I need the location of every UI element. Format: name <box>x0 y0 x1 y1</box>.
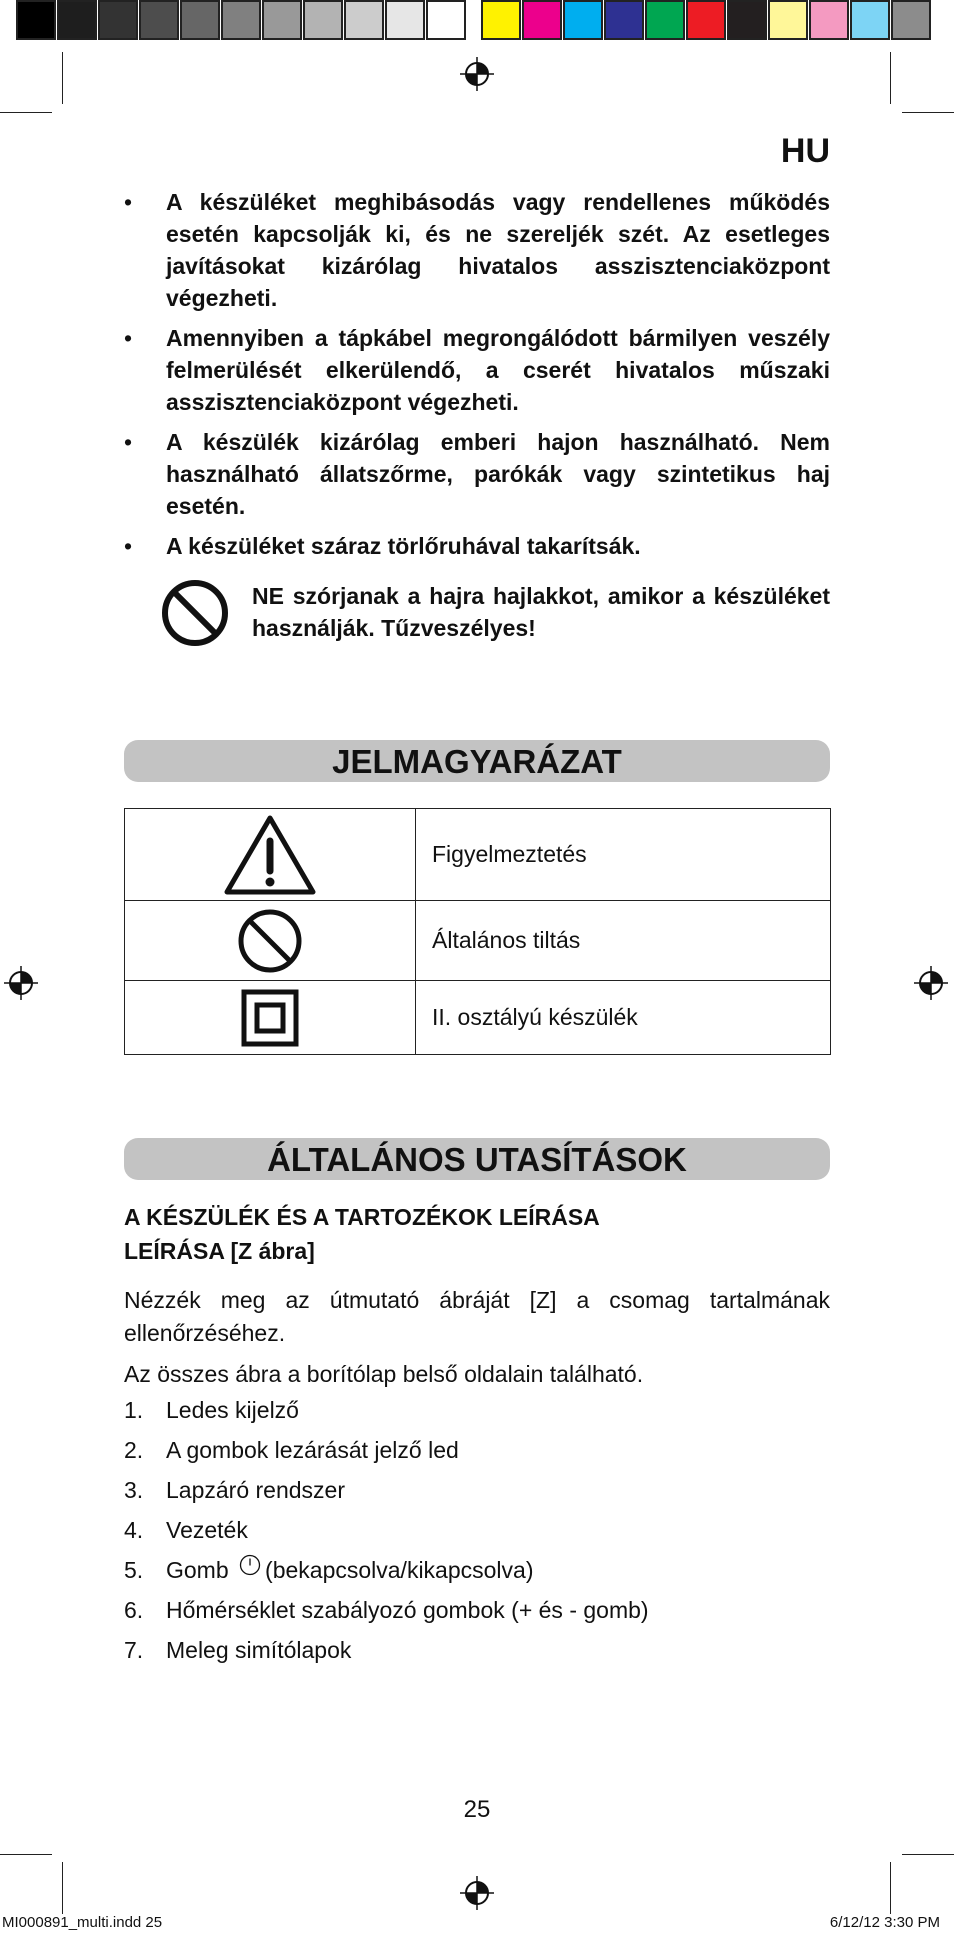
color-swatch <box>809 0 849 40</box>
list-item <box>124 530 830 562</box>
list-item <box>124 1514 830 1554</box>
color-swatch <box>481 0 521 40</box>
color-swatch <box>891 0 931 40</box>
registration-mark-icon <box>460 57 494 91</box>
subheading <box>124 1200 830 1268</box>
color-swatch <box>139 0 179 40</box>
table-row <box>125 809 831 901</box>
item-text: Ledes kijelző <box>166 1397 299 1423</box>
parts-list <box>124 1394 830 1674</box>
color-swatch <box>98 0 138 40</box>
footer-file-info: MI000891_multi.indd 25 <box>2 1914 163 1931</box>
crop-mark <box>890 52 891 104</box>
prohibition-icon <box>236 907 304 975</box>
bullet-marker: • <box>124 429 133 455</box>
section-title-general: ÁLTALÁNOS UTASÍTÁSOK <box>124 1138 830 1180</box>
color-swatch <box>180 0 220 40</box>
item-text: Vezeték <box>166 1517 248 1543</box>
warning-text: NE szórjanak a hajra hajlakkot, amikor a készüléket használják. Tűzveszélyes! <box>252 583 830 641</box>
color-swatch <box>426 0 466 40</box>
color-swatch <box>522 0 562 40</box>
item-text: A gombok lezárását jelző led <box>166 1437 459 1463</box>
bullet-text: A készülék kizárólag emberi hajon használható. Nem használható állatszőrme, parókák vagy szintetikus haj esetén. <box>166 429 830 519</box>
list-item <box>124 1594 830 1634</box>
crop-mark <box>0 1854 52 1855</box>
list-item <box>124 322 830 418</box>
list-item <box>124 1554 830 1594</box>
subheading-line: LEÍRÁSA [Z ábra] <box>124 1238 315 1264</box>
item-number: 2. <box>124 1437 144 1463</box>
registration-mark-icon <box>460 1876 494 1910</box>
color-swatch <box>262 0 302 40</box>
list-item <box>124 1634 830 1674</box>
color-swatch <box>563 0 603 40</box>
table-cell-icon <box>125 981 416 1055</box>
class-ii-double-square-icon <box>241 989 299 1047</box>
bullet-marker: • <box>124 189 133 215</box>
crop-mark <box>62 1862 63 1914</box>
subheading-line: A KÉSZÜLÉK ÉS A TARTOZÉKOK LEÍRÁSA <box>124 1204 600 1230</box>
prohibition-icon <box>160 578 230 648</box>
table-cell-icon <box>125 901 416 981</box>
item-text: Lapzáró rendszer <box>166 1477 345 1503</box>
color-calibration-bar <box>16 0 932 44</box>
paragraph: Az összes ábra a borítólap belső oldalain található. <box>124 1361 644 1387</box>
color-swatch <box>727 0 767 40</box>
registration-mark-icon <box>914 966 948 1000</box>
bullet-marker: • <box>124 325 133 351</box>
color-swatch <box>604 0 644 40</box>
list-item <box>124 1474 830 1514</box>
section-title-legend: JELMAGYARÁZAT <box>124 740 830 782</box>
item-number: 3. <box>124 1477 144 1503</box>
crop-mark <box>890 1862 891 1914</box>
item-number: 7. <box>124 1637 144 1663</box>
table-cell-label: II. osztályú készülék <box>416 981 831 1055</box>
item-text: Gomb <box>166 1557 229 1583</box>
item-number: 4. <box>124 1517 144 1543</box>
list-item <box>124 1394 830 1434</box>
item-text: Meleg simítólapok <box>166 1637 352 1663</box>
item-text: (bekapcsolva/kikapcsolva) <box>265 1557 534 1583</box>
registration-mark-icon <box>4 966 38 1000</box>
page-number: 25 <box>463 1796 491 1823</box>
power-button-icon <box>239 1554 261 1576</box>
list-item <box>124 1434 830 1474</box>
table-cell-label: Figyelmeztetés <box>416 809 831 901</box>
bullet-text: A készüléket meghibásodás vagy rendellenes működés esetén kapcsolják ki, és ne szereljék szét. Az esetleges javításokat kizárólag hivatalos asszisztenciaközpont végezheti. <box>166 189 830 311</box>
color-swatch <box>303 0 343 40</box>
language-code: HU <box>780 132 830 170</box>
list-item <box>124 426 830 522</box>
hairspray-warning <box>160 578 830 658</box>
table-row <box>125 901 831 981</box>
warning-triangle-icon <box>222 813 318 897</box>
item-text: Hőmérséklet szabályozó gombok (+ és - gomb) <box>166 1597 649 1623</box>
color-swatch <box>645 0 685 40</box>
color-swatch <box>686 0 726 40</box>
color-swatch <box>16 0 56 40</box>
table-cell-icon <box>125 809 416 901</box>
swatch-gap <box>467 0 481 44</box>
crop-mark <box>902 1854 954 1855</box>
color-swatch <box>850 0 890 40</box>
bullet-marker: • <box>124 533 133 559</box>
crop-mark <box>902 112 954 113</box>
color-swatch <box>221 0 261 40</box>
item-number: 5. <box>124 1557 144 1583</box>
color-swatch <box>344 0 384 40</box>
table-row <box>125 981 831 1055</box>
table-cell-label: Általános tiltás <box>416 901 831 981</box>
item-number: 1. <box>124 1397 144 1423</box>
bullet-text: Amennyiben a tápkábel megrongálódott bármilyen veszély felmerülését elkerülendő, a cserét hivatalos műszaki asszisztenciaközpont végezheti. <box>166 325 830 415</box>
safety-bullet-list <box>124 186 830 570</box>
footer-timestamp: 6/12/12 3:30 PM <box>829 1914 940 1931</box>
color-swatch <box>768 0 808 40</box>
item-number: 6. <box>124 1597 144 1623</box>
list-item <box>124 186 830 314</box>
bullet-text: A készüléket száraz törlőruhával takarítsák. <box>166 533 641 559</box>
crop-mark <box>0 112 52 113</box>
color-swatch <box>57 0 97 40</box>
crop-mark <box>62 52 63 104</box>
paragraph: Nézzék meg az útmutató ábráját [Z] a csomag tartalmának ellenőrzéséhez. <box>124 1287 830 1346</box>
symbol-legend-table <box>124 808 831 1055</box>
color-swatch <box>385 0 425 40</box>
